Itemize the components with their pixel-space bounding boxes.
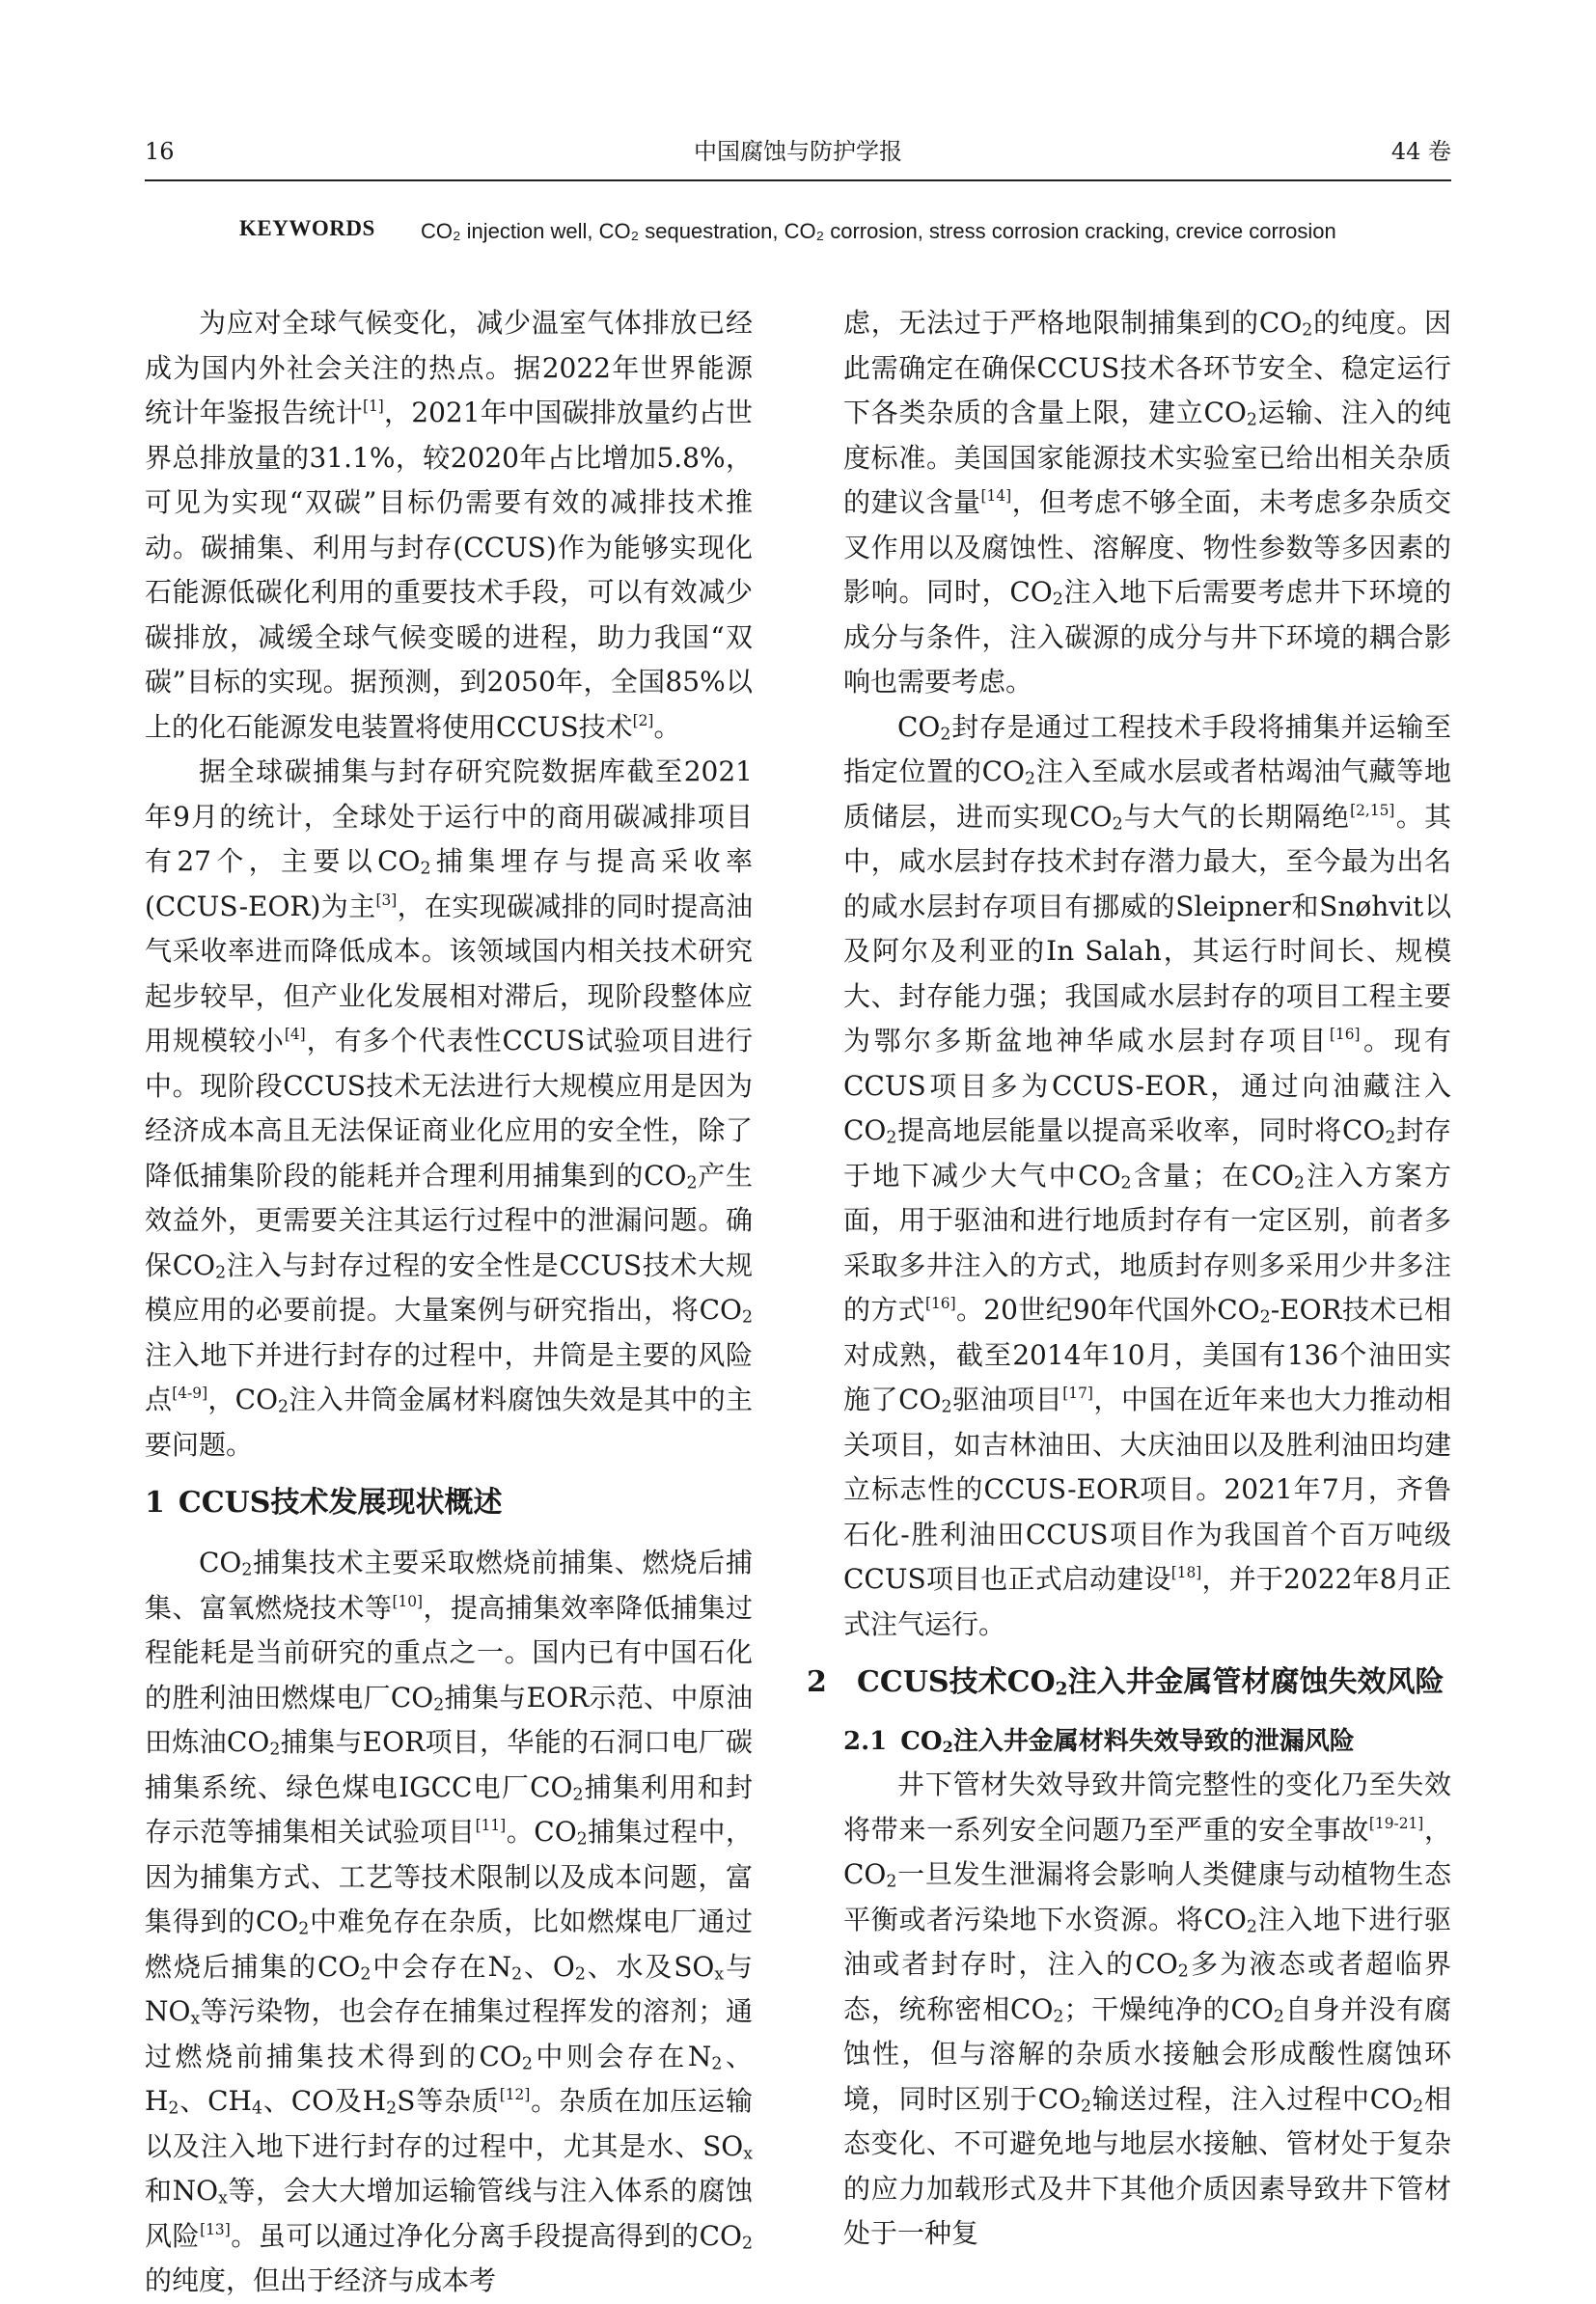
- section-2-title: CCUS技术$CO_2$注入井金属管材腐蚀失效风险: [857, 1665, 1445, 1700]
- page-header: [145, 135, 1451, 178]
- volume-label: 44 卷: [1390, 138, 1451, 165]
- section-1-paragraph-1: $CO_2$捕集技术主要采取燃烧前捕集、燃烧后捕集、富氧燃烧技术等[10]，提高捕集效率降低捕集过程能耗是当前研究的重点之一。国内已有中国石化的胜利油田燃煤电厂$CO_2$捕集与EOR示范、中原油田炼油$CO_2$捕集与EOR项目，华能的石洞口电厂碳捕集系统、绿色煤电IGCC电厂$CO_2$捕集利用和封存示范等捕集相关试验项目[11]。$CO_2$捕集过程中，因为捕集方式、工艺等技术限制以及成本问题，富集得到的$CO_2$中难免存在杂质，比如燃煤电厂通过燃烧后捕集的$CO_2$中会存在$N_2$、$O_2$、水及$SO_x$与$NO_x$等污染物，也会存在捕集过程挥发的溶剂；通过燃烧前捕集技术得到的$CO_2$中则会存在$N_2$、$H_2$、$CH_4$、CO及$H_2S$等杂质[12]。杂质在加压运输以及注入地下进行封存的过程中，尤其是水、$SO_x$和$NO_x$等，会大大增加运输管线与注入体系的腐蚀风险[13]。虽可以通过净化分离手段提高得到的$CO_2$的纯度，但出于经济与成本考: [145, 1547, 753, 2296]
- page-number: 16: [145, 138, 175, 165]
- left-column: [145, 301, 753, 2304]
- section-1-number: 1: [145, 1486, 165, 1520]
- header-rule: [145, 179, 1451, 181]
- section-2-1-number: 2.1: [843, 1727, 888, 1756]
- section-2-1-heading: [843, 1720, 1451, 1763]
- section-2-1-paragraph: 井下管材失效导致井筒完整性的变化乃至失效将带来一系列安全问题乃至严重的安全事故[19-21]，$CO_2$一旦发生泄漏将会影响人类健康与动植物生态平衡或者污染地下水资源。将$CO_2$注入地下进行驱油或者封存时，注入的$CO_2$多为液态或者超临界态，统称密相$CO_2$；干燥纯净的$CO_2$自身并没有腐蚀性，但与溶解的杂质水接触会形成酸性腐蚀环境，同时区别于$CO_2$输送过程，注入过程中$CO_2$相态变化、不可避免地与地层水接触、管材处于复杂的应力加载形式及井下其他介质因素导致井下管材处于一种复: [843, 1769, 1451, 2249]
- continued-paragraph: 虑，无法过于严格地限制捕集到的$CO_2$的纯度。因此需确定在确保CCUS技术各环节安全、稳定运行下各类杂质的含量上限，建立$CO_2$运输、注入的纯度标准。美国国家能源技术实验室已给出相关杂质的建议含量[14]，但考虑不够全面，未考虑多杂质交叉作用以及腐蚀性、溶解度、物性参数等多因素的影响。同时，$CO_2$注入地下后需要考虑井下环境的成分与条件，注入碳源的成分与井下环境的耦合影响也需要考虑。: [843, 307, 1451, 698]
- right-column: [807, 301, 1451, 2257]
- storage-paragraph: $CO_2$封存是通过工程技术手段将捕集并运输至指定位置的$CO_2$注入至咸水层或者枯竭油气藏等地质储层，进而实现$CO_2$与大气的长期隔绝[2,15]。其中，咸水层封存技术封存潜力最大，至今最为出名的咸水层封存项目有挪威的Sleipner和Snøhvit以及阿尔及利亚的In Salah，其运行时间长、规模大、封存能力强；我国咸水层封存的项目工程主要为鄂尔多斯盆地神华咸水层封存项目[16]。现有CCUS项目多为CCUS-EOR，通过向油藏注入$CO_2$提高地层能量以提高采收率，同时将$CO_2$封存于地下减少大气中$CO_2$含量；在$CO_2$注入方案方面，用于驱油和进行地质封存有一定区别，前者多采取多井注入的方式，地质封存则多采用少井多注的方式[16]。20世纪90年代国外$CO_2$-EOR技术已相对成熟，截至2014年10月，美国有136个油田实施了$CO_2$驱油项目[17]，中国在近年来也大力推动相关项目，如吉林油田、大庆油田以及胜利油田均建立标志性的CCUS-EOR项目。2021年7月，齐鲁石化-胜利油田CCUS项目作为我国首个百万吨级CCUS项目也正式启动建设[18]，并于2022年8月正式注气运行。: [843, 710, 1451, 1640]
- section-2-1-title: $CO_2$注入井金属材料失效导致的泄漏风险: [900, 1727, 1355, 1757]
- journal-title: 中国腐蚀与防护学报: [694, 138, 902, 165]
- intro-paragraph-1: 为应对全球气候变化，减少温室气体排放已经成为国内外社会关注的热点。据2022年世界能源统计年鉴报告统计[1]，2021年中国碳排放量约占世界总排放量的31.1%，较2020年占比增加5.8%，可见为实现“双碳”目标仍需要有效的减排技术推动。碳捕集、利用与封存(CCUS)作为能够实现化石能源低碳化利用的重要技术手段，可以有效减少碳排放，减缓全球气候变暖的进程，助力我国“双碳”目标的实现。据预测，到2050年，全国85%以上的化石能源发电装置将使用CCUS技术[2]。: [145, 307, 753, 743]
- section-2-heading: 2 CCUS技术$CO_2$注入井金属管材腐蚀失效风险: [807, 1665, 1445, 1700]
- intro-paragraph-2: 据全球碳捕集与封存研究院数据库截至2021年9月的统计，全球处于运行中的商用碳减排项目有27个，主要以$CO_2$捕集埋存与提高采收率(CCUS-EOR)为主[3]，在实现碳减排的同时提高油气采收率进而降低成本。该领域国内相关技术研究起步较早，但产业化发展相对滞后，现阶段整体应用规模较小[4]，有多个代表性CCUS试验项目进行中。现阶段CCUS技术无法进行大规模应用是因为经济成本高且无法保证商业化应用的安全性，除了降低捕集阶段的能耗并合理利用捕集到的$CO_2$产生效益外，更需要关注其运行过程中的泄漏问题。确保$CO_2$注入与封存过程的安全性是CCUS技术大规模应用的必要前提。大量案例与研究指出，将$CO_2$注入地下并进行封存的过程中，井筒是主要的风险点[4-9]，$CO_2$注入井筒金属材料腐蚀失效是其中的主要问题。: [145, 755, 753, 1461]
- section-1-title: CCUS技术发展现状概述: [178, 1486, 503, 1520]
- section-1-heading: [145, 1481, 753, 1525]
- keywords-text: CO₂ injection well, CO₂ sequestration, CO₂ corrosion, stress corrosion cracking, crevice corrosion: [421, 219, 1336, 243]
- keywords-label: KEYWORDS: [239, 216, 375, 240]
